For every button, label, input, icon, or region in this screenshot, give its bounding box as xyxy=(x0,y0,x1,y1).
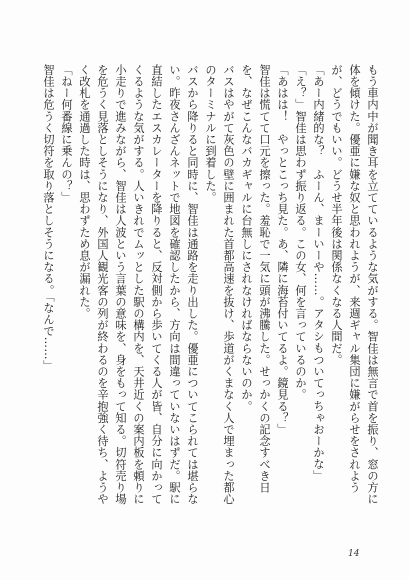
paragraph: 「え？」智佳は思わず振り返る。この女、何を言っているのか。 xyxy=(294,64,307,401)
page-number: 14 xyxy=(348,549,360,559)
paragraph: バスから降りると同時に、智佳は通路を走り出した。優亜についてこられては堪らない。昨夜さんざんネットで地図を確認したから、方向は間違っていないはずだ。駅に直結したエスカレーターを降りると、反対側から歩いてくる人が皆、自分に向かってくるような気がする。人いきれでムッとした駅の構内を、天井近くの案内板を頼りに小走りで進みながら、智佳は人波という言葉の意味を、身をもって知る。切符売り場を危うく見落としそうになり、外国人観光客の列が終わるのを辛抱強く待ち、ようやく改札を通過した時は、思わずため息が漏れた。 xyxy=(78,64,199,505)
paragraph: バスはやがて灰色の壁に囲まれた首都高速を抜け、歩道がくまなく人で埋まった都心のターミナルに到着した。 xyxy=(204,64,235,505)
paragraph: 智佳は危うく切符を取り落としそうになる。「なんで……」 xyxy=(42,64,55,372)
paragraph: 「あー内緒的な？ ふーん、まーいーや……。アタシもついてっちゃおーかな」 xyxy=(312,64,325,482)
body-text xyxy=(39,64,381,508)
paragraph: 智佳は慌てて口元を擦った。羞恥で一気に頭が沸騰した。せっかくの記念すべき日を、なぜこんなバカギャルに台無しにされなければならないのか。 xyxy=(240,64,271,494)
paragraph: 「あはは！ やっとこっち見た。あ、隣に海苔付いてるよ。鏡見る？」 xyxy=(276,64,289,436)
paragraph: 「ねー何番線に乗んの？」 xyxy=(60,64,73,204)
paragraph: もう車内中が聞き耳を立てているような気がする。智佳は無言で首を振り、窓の方に体を傾けた。優亜に嫌な奴と思われようが、来週ギャル集団に嫌がらせをされようが、どうでもいい。どうせ半年後は関係なくなる人間だ。 xyxy=(330,64,379,505)
